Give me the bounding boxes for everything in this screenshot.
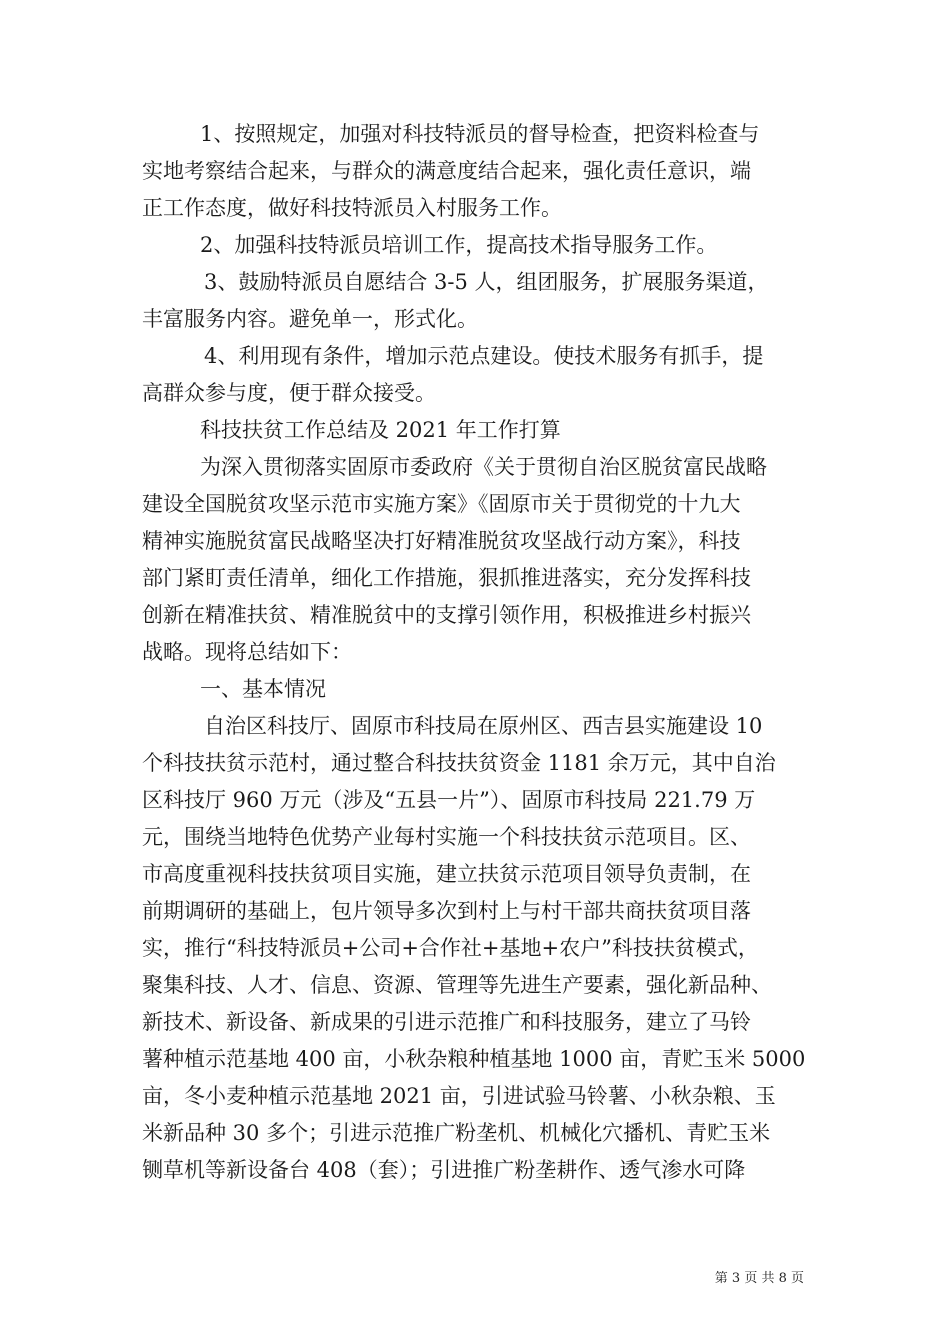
paragraph-line: 聚集科技、人才、信息、资源、管理等先进生产要素，强化新品种、 — [142, 973, 772, 997]
paragraph-line: 个科技扶贫示范村，通过整合科技扶贫资金 1181 余万元，其中自治 — [142, 751, 776, 775]
paragraph-line: 铡草机等新设备台 408（套）；引进推广粉垄耕作、透气渗水可降 — [142, 1158, 746, 1182]
paragraph-line: 建设全国脱贫攻坚示范市实施方案》《固原市关于贯彻党的十九大 — [142, 492, 741, 516]
paragraph-line: 亩，冬小麦种植示范基地 2021 亩，引进试验马铃薯、小秋杂粮、玉 — [142, 1084, 776, 1108]
paragraph-line: 丰富服务内容。避免单一，形式化。 — [142, 307, 478, 331]
paragraph-line: 前期调研的基础上，包片领导多次到村上与村干部共商扶贫项目落 — [142, 899, 751, 923]
paragraph-line: 米新品种 30 多个；引进示范推广粉垄机、机械化穴播机、青贮玉米 — [142, 1121, 771, 1145]
paragraph-line: 创新在精准扶贫、精准脱贫中的支撑引领作用，积极推进乡村振兴 — [142, 603, 751, 627]
document-body — [142, 116, 822, 1189]
paragraph-line: 部门紧盯责任清单，细化工作措施，狠抓推进落实，充分发挥科技 — [142, 566, 751, 590]
paragraph-line: 精神实施脱贫富民战略坚决打好精准脱贫攻坚战行动方案》，科技 — [142, 529, 741, 553]
page-number: 第 3 页 共 8 页 — [714, 1271, 804, 1286]
paragraph-line: 新技术、新设备、新成果的引进示范推广和科技服务，建立了马铃 — [142, 1010, 751, 1034]
paragraph-line: 战略。现将总结如下： — [142, 640, 352, 664]
section-heading: 一、基本情况 — [200, 677, 326, 701]
paragraph-line: 高群众参与度，便于群众接受。 — [142, 381, 436, 405]
paragraph-line: 正工作态度，做好科技特派员入村服务工作。 — [142, 196, 562, 220]
paragraph-line: 实，推行“科技特派员+公司+合作社+基地+农户”科技扶贫模式， — [142, 936, 759, 960]
paragraph-line: 区科技厅 960 万元（涉及“五县一片”）、固原市科技局 221.79 万 — [142, 788, 756, 812]
paragraph-line: 元，围绕当地特色优势产业每村实施一个科技扶贫示范项目。区、 — [142, 825, 751, 849]
paragraph-line: 1、按照规定，加强对科技特派员的督导检查，把资料检查与 — [200, 122, 760, 146]
paragraph-line: 实地考察结合起来，与群众的满意度结合起来，强化责任意识，端 — [142, 159, 751, 183]
paragraph-line: 自治区科技厅、固原市科技局在原州区、西吉县实施建设 10 — [204, 714, 763, 738]
paragraph-line: 市高度重视科技扶贫项目实施，建立扶贫示范项目领导负责制，在 — [142, 862, 751, 886]
paragraph-line: 薯种植示范基地 400 亩，小秋杂粮种植基地 1000 亩，青贮玉米 5000 — [142, 1047, 806, 1071]
paragraph-line: 2、加强科技特派员培训工作，提高技术指导服务工作。 — [200, 233, 718, 257]
paragraph-line: 为深入贯彻落实固原市委政府《关于贯彻自治区脱贫富民战略 — [200, 455, 767, 479]
paragraph-line: 4、利用现有条件，增加示范点建设。使技术服务有抓手，提 — [204, 344, 764, 368]
section-title: 科技扶贫工作总结及 2021 年工作打算 — [200, 418, 561, 442]
paragraph-line: 3、鼓励特派员自愿结合 3-5 人，组团服务，扩展服务渠道， — [204, 270, 769, 294]
